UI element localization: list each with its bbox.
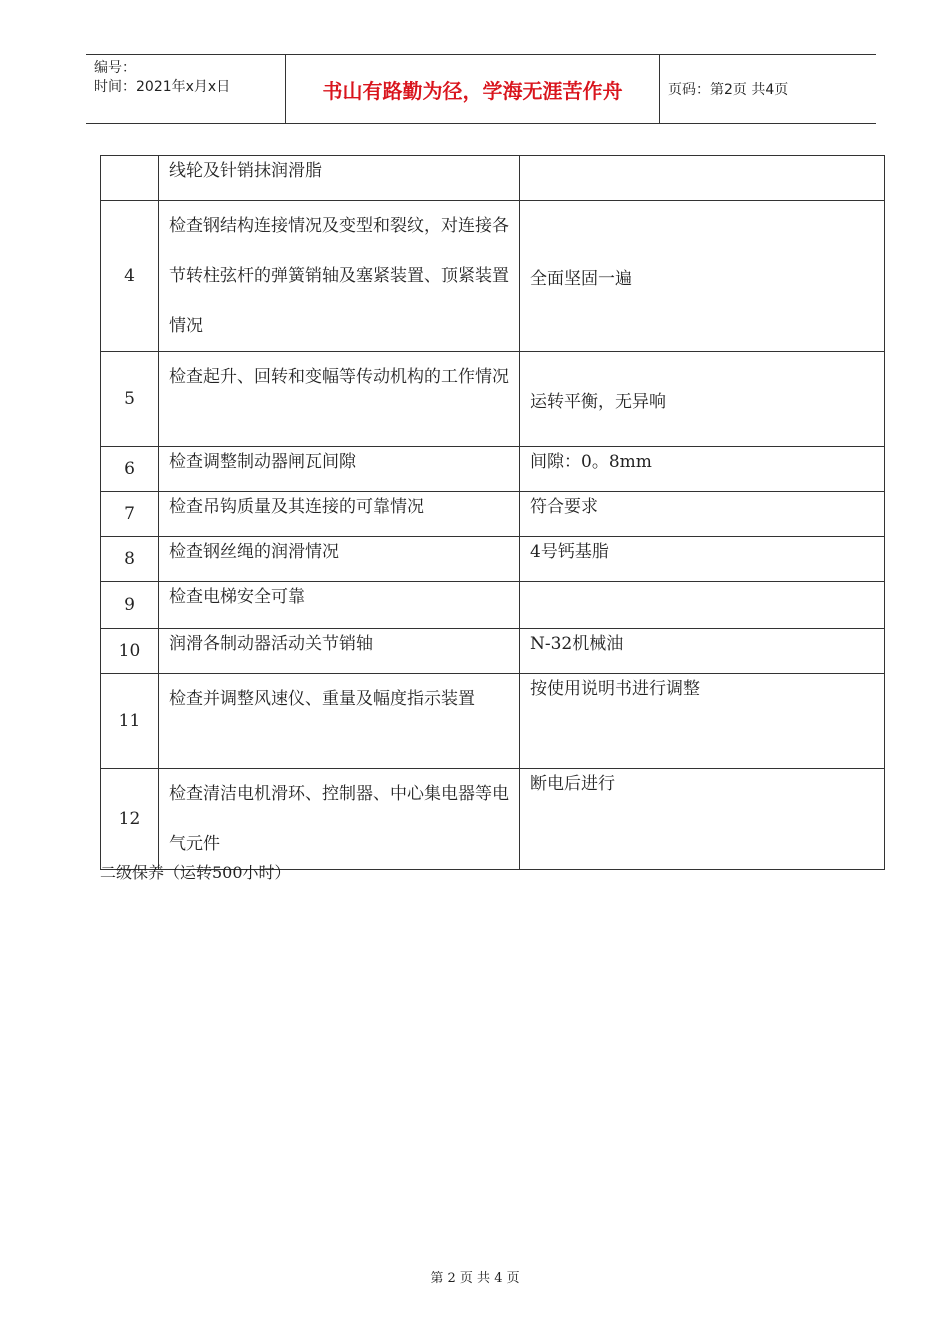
maintenance-table — [100, 155, 885, 870]
row-number — [101, 156, 159, 201]
row-number: 9 — [101, 582, 159, 629]
row-number: 4 — [101, 201, 159, 352]
header-motto: 书山有路勤为径，学海无涯苦作舟 — [286, 55, 660, 123]
row-item: 线轮及针销抹润滑脂 — [159, 156, 520, 201]
row-requirement: 4号钙基脂 — [520, 537, 885, 582]
table-row — [101, 156, 885, 201]
page-header — [86, 54, 876, 124]
table-row — [101, 674, 885, 769]
time-label: 时间：2021年x月x日 — [94, 79, 231, 95]
row-number: 6 — [101, 447, 159, 492]
row-item: 润滑各制动器活动关节销轴 — [159, 629, 520, 674]
page-footer: 第 2 页 共 4 页 — [430, 1271, 520, 1286]
row-requirement: 符合要求 — [520, 492, 885, 537]
table-row — [101, 201, 885, 352]
row-requirement — [520, 582, 885, 629]
row-number: 12 — [101, 769, 159, 870]
row-requirement: 全面坚固一遍 — [520, 201, 885, 352]
row-number: 7 — [101, 492, 159, 537]
section-caption: 二级保养（运转500小时） — [100, 863, 291, 882]
row-item: 检查起升、回转和变幅等传动机构的工作情况 — [159, 352, 520, 447]
row-number: 11 — [101, 674, 159, 769]
number-label: 编号： — [94, 60, 136, 76]
row-number: 5 — [101, 352, 159, 447]
table-row — [101, 769, 885, 870]
table-row — [101, 629, 885, 674]
table-row — [101, 352, 885, 447]
table-row — [101, 492, 885, 537]
header-meta — [86, 55, 286, 123]
row-number: 10 — [101, 629, 159, 674]
row-item: 检查清洁电机滑环、控制器、中心集电器等电气元件 — [159, 769, 520, 870]
table-row — [101, 582, 885, 629]
row-item: 检查并调整风速仪、重量及幅度指示装置 — [159, 674, 520, 769]
header-page-number: 页码：第2页 共4页 — [668, 82, 789, 98]
row-requirement — [520, 156, 885, 201]
row-item: 检查钢结构连接情况及变型和裂纹，对连接各节转柱弦杆的弹簧销轴及塞紧装置、顶紧装置情况 — [159, 201, 520, 352]
table-row — [101, 537, 885, 582]
row-item: 检查钢丝绳的润滑情况 — [159, 537, 520, 582]
table-row — [101, 447, 885, 492]
row-requirement: 运转平衡，无异响 — [520, 352, 885, 447]
row-item: 检查调整制动器闸瓦间隙 — [159, 447, 520, 492]
row-requirement: 断电后进行 — [520, 769, 885, 870]
row-item: 检查电梯安全可靠 — [159, 582, 520, 629]
row-number: 8 — [101, 537, 159, 582]
row-requirement: 间隙：0。8mm — [520, 447, 885, 492]
row-requirement: N-32机械油 — [520, 629, 885, 674]
row-item: 检查吊钩质量及其连接的可靠情况 — [159, 492, 520, 537]
row-requirement: 按使用说明书进行调整 — [520, 674, 885, 769]
